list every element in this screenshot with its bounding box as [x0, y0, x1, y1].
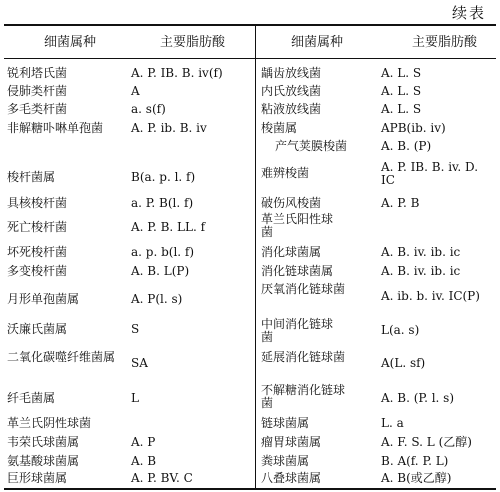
header-right-genus: 细菌属种: [291, 35, 344, 50]
left-acid: a. P. B(l. f): [131, 196, 194, 210]
right-genus: 龋齿放线菌: [261, 66, 322, 80]
right-genus: 梭菌属: [261, 121, 298, 135]
left-genus: 巨形球菌属: [7, 471, 68, 485]
left-acid: A. B. L(P): [131, 264, 190, 278]
left-genus: 梭杆菌属: [7, 170, 56, 184]
right-genus: 中间消化链球菌: [261, 317, 334, 344]
right-genus: 八叠球菌属: [261, 471, 322, 485]
left-genus: 沃廉氏菌属: [7, 322, 68, 336]
left-acid: SA: [131, 356, 148, 370]
left-genus: 氨基酸球菌属: [7, 454, 80, 468]
right-acid: A. L. S: [381, 102, 422, 116]
right-genus: 链球菌属: [261, 416, 310, 430]
fatty-acid-table: [4, 24, 496, 490]
right-acid: APB(ib. iv): [381, 121, 446, 135]
right-genus: 破伤风梭菌: [261, 196, 322, 210]
left-acid: A. P(l. s): [131, 292, 183, 306]
column-divider: [255, 26, 256, 488]
left-acid: A. P. ib. B. iv: [131, 121, 207, 135]
left-genus: 侵肺类杆菌: [7, 84, 68, 98]
left-acid: A. P: [131, 435, 156, 449]
left-genus: 坏死梭杆菌: [7, 245, 68, 259]
table-continued-caption: 续表: [451, 4, 486, 22]
left-acid: a. s(f): [131, 102, 166, 116]
right-genus: 产气荚膜梭菌: [275, 139, 348, 153]
left-acid: A. B: [131, 454, 157, 468]
right-acid: A. B. (P): [381, 139, 432, 153]
left-genus: 死亡梭杆菌: [7, 220, 68, 234]
left-genus: 月形单孢菌属: [7, 292, 80, 306]
right-acid: A(L. sf): [381, 356, 426, 370]
left-acid: B(a. p. l. f): [131, 170, 196, 184]
left-acid: S: [131, 322, 140, 336]
right-acid: A. P. B: [381, 196, 420, 210]
header-right-acid: 主要脂肪酸: [412, 35, 478, 50]
header-left-genus: 细菌属种: [44, 35, 97, 50]
left-genus: 革兰氏阴性球菌: [7, 416, 92, 430]
right-genus: 粘液放线菌: [261, 102, 322, 116]
right-acid: A. F. S. L (乙醇): [381, 435, 472, 449]
right-acid: B. A(f. P. L): [381, 454, 449, 468]
right-genus: 瘤胃球菌属: [261, 435, 322, 449]
left-acid: a. p. b(l. f): [131, 245, 195, 259]
right-genus: 厌氧消化链球菌: [261, 282, 346, 296]
left-acid: A: [131, 84, 140, 98]
right-acid: A. ib. b. iv. IC(P): [381, 289, 480, 303]
left-acid: A. P. B. LL. f: [131, 220, 206, 234]
right-acid: A. P. IB. B. iv. D. IC: [381, 160, 479, 187]
left-acid: A. P. IB. B. iv(f): [131, 66, 223, 80]
right-genus: 革兰氏阳性球菌: [261, 212, 334, 239]
right-genus: 内氏放线菌: [261, 84, 322, 98]
left-genus: 纤毛菌属: [7, 391, 56, 405]
left-genus: 多毛类杆菌: [7, 102, 68, 116]
right-acid: A. L. S: [381, 66, 422, 80]
right-acid: A. B(或乙醇): [381, 471, 452, 485]
right-acid: A. B. iv. ib. ic: [381, 245, 461, 259]
right-genus: 消化链球菌属: [261, 264, 334, 278]
right-genus: 延展消化链球菌: [261, 350, 346, 364]
left-genus: 韦荣氏球菌属: [7, 435, 80, 449]
right-acid: L. a: [381, 416, 404, 430]
right-genus: 不解糖消化链球菌: [261, 383, 346, 410]
right-acid: A. L. S: [381, 84, 422, 98]
header-left-acid: 主要脂肪酸: [160, 35, 226, 50]
right-acid: A. B. (P. l. s): [381, 391, 455, 405]
right-acid: A. B. iv. ib. ic: [381, 264, 461, 278]
left-acid: L: [131, 391, 139, 405]
right-genus: 粪球菌属: [261, 454, 310, 468]
right-genus: 消化球菌属: [261, 245, 322, 259]
left-acid: A. P. BV. C: [131, 471, 193, 485]
right-acid: L(a. s): [381, 323, 420, 337]
left-genus: 非解糖卟啉单孢菌: [7, 121, 104, 135]
left-genus: 多变梭杆菌: [7, 264, 68, 278]
right-genus: 难辨梭菌: [261, 166, 310, 180]
left-genus: 具核梭杆菌: [7, 196, 68, 210]
left-genus: 二氧化碳噬纤维菌属: [7, 350, 116, 364]
left-genus: 锐利塔氏菌: [7, 66, 68, 80]
